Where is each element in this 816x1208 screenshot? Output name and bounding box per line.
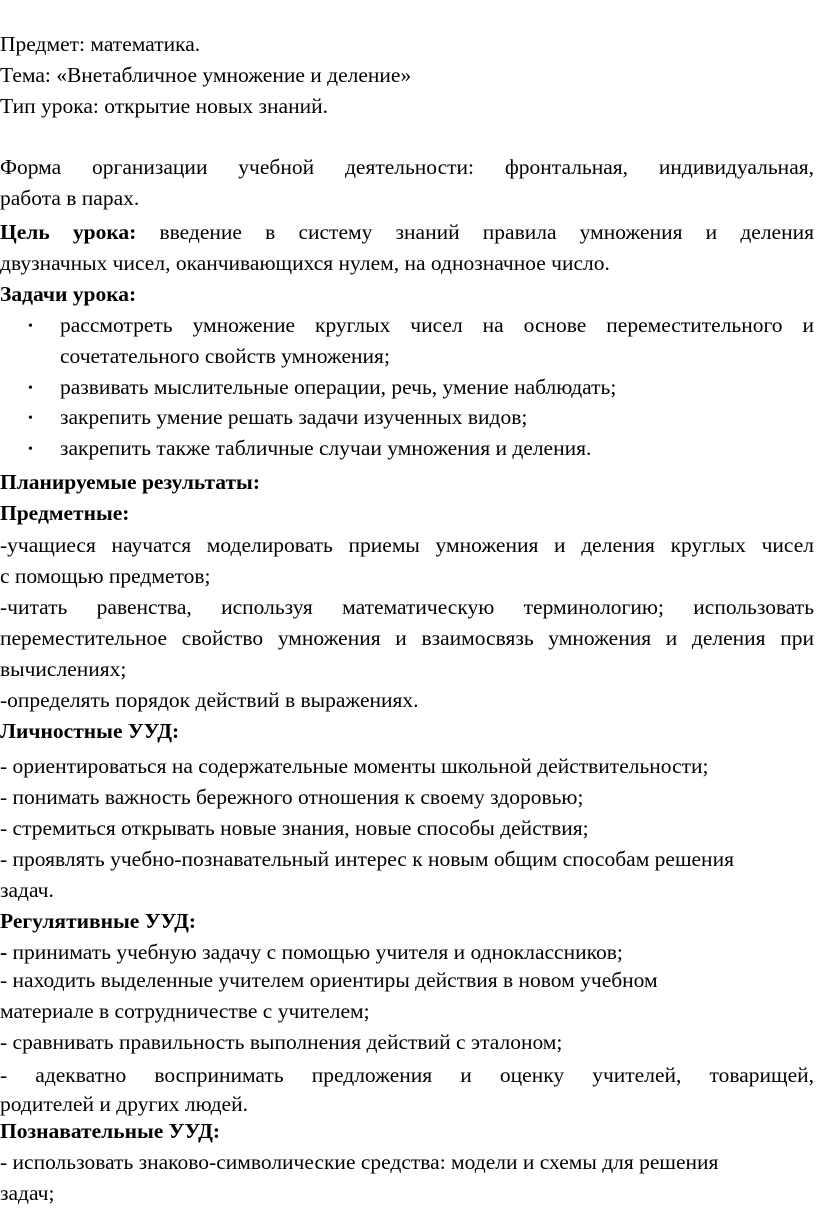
task-item-3: закрепить умение решать задачи изученных видов;	[60, 405, 528, 429]
goal-label: Цель урока:	[0, 220, 137, 244]
bullet-icon: •	[28, 411, 33, 426]
subject-result-line: -учащиеся научатся моделировать приемы умножения и деления круглых чисел	[0, 533, 814, 557]
form-line-2: работа в парах.	[0, 186, 140, 210]
task-item-4: закрепить также табличные случаи умножения и деления.	[60, 436, 592, 460]
subject-result-line: вычислениях;	[0, 657, 127, 681]
task-item-1: рассмотреть умножение круглых чисел на основе переместительного и	[60, 313, 814, 337]
form-line-1: Форма организации учебной деятельности: фронтальная, индивидуальная,	[0, 155, 814, 179]
regulative-dash: -	[0, 940, 8, 964]
regulative-line: родителей и других людей.	[0, 1092, 248, 1116]
tasks-heading: Задачи урока:	[0, 282, 137, 306]
subject-result-line: -определять порядок действий в выражениях.	[0, 688, 419, 712]
subject-results-heading: Предметные:	[0, 501, 130, 525]
regulative-line: материале в сотрудничестве с учителем;	[0, 999, 370, 1023]
task-item-1-cont: сочетательного свойств умножения;	[60, 344, 390, 368]
subject-line: Предмет: математика.	[0, 32, 201, 56]
regulative-line: - адекватно воспринимать предложения и оценку учителей, товарищей,	[0, 1063, 814, 1087]
regulative-line: - сравнивать правильность выполнения действий с эталоном;	[0, 1030, 563, 1054]
personal-line: задач.	[0, 878, 54, 902]
regulative-heading: Регулятивные УУД:	[0, 909, 197, 933]
cognitive-line: задач;	[0, 1181, 55, 1205]
goal-line-1	[0, 222, 814, 244]
bullet-icon: •	[28, 442, 33, 457]
personal-line: - понимать важность бережного отношения к своему здоровью;	[0, 785, 584, 809]
bullet-icon: •	[28, 381, 33, 396]
subject-result-line: -читать равенства, используя математическую терминологию; использовать	[0, 595, 814, 619]
personal-line: - проявлять учебно-познавательный интерес к новым общим способам решения	[0, 847, 734, 871]
regulative-line	[0, 942, 623, 964]
personal-heading: Личностные УУД:	[0, 719, 180, 743]
personal-line: - ориентироваться на содержательные моменты школьной действительности;	[0, 754, 709, 778]
regulative-line: - находить выделенные учителем ориентиры действия в новом учебном	[0, 968, 658, 992]
topic-line: Тема: «Внетабличное умножение и деление»	[0, 63, 412, 87]
cognitive-line: - использовать знаково-символические средства: модели и схемы для решения	[0, 1150, 719, 1174]
results-heading: Планируемые результаты:	[0, 470, 261, 494]
goal-text-1: введение в систему знаний правила умножения и деления	[136, 220, 814, 244]
cognitive-heading: Познавательные УУД:	[0, 1119, 221, 1143]
subject-result-line: переместительное свойство умножения и взаимосвязь умножения и деления при	[0, 626, 814, 650]
subject-result-line: с помощью предметов;	[0, 564, 211, 588]
task-item-2: развивать мыслительные операции, речь, умение наблюдать;	[60, 375, 617, 399]
lesson-type-line: Тип урока: открытие новых знаний.	[0, 94, 328, 118]
regulative-first-text: принимать учебную задачу с помощью учителя и одноклассников;	[7, 940, 623, 964]
personal-line: - стремиться открывать новые знания, новые способы действия;	[0, 816, 589, 840]
goal-line-2: двузначных чисел, оканчивающихся нулем, на однозначное число.	[0, 251, 610, 275]
bullet-icon: •	[28, 319, 33, 334]
